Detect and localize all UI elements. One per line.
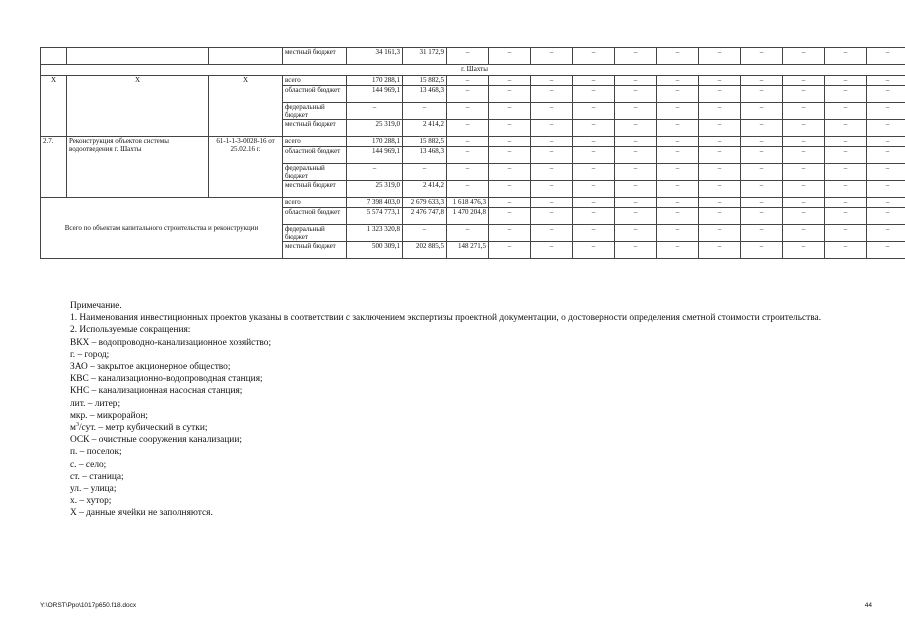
value-cell: – [615, 208, 657, 225]
value-cell: – [741, 181, 783, 198]
value-cell: – [699, 86, 741, 103]
value-cell: – [867, 48, 905, 65]
value-cell: – [699, 208, 741, 225]
value-cell: X [41, 76, 67, 137]
abbr-item: ВКХ – водопроводно-канализационное хозяйство; [70, 337, 272, 348]
value-cell: 170 288,1 [347, 137, 403, 147]
abbr-item: лит. – литер; [70, 398, 121, 409]
value-cell: /сут. – метр кубический в сутки; [78, 423, 208, 434]
value-cell: – [825, 48, 867, 65]
value-cell: м [70, 423, 76, 434]
value-cell: – [783, 137, 825, 147]
value-cell: – [825, 137, 867, 147]
value-cell: – [825, 86, 867, 103]
value-cell: 144 969,1 [347, 147, 403, 164]
value-cell: – [573, 164, 615, 181]
value-cell: 144 969,1 [347, 86, 403, 103]
value-cell: – [867, 120, 905, 137]
value-cell: – [741, 86, 783, 103]
value-cell: местный бюджет [283, 120, 347, 137]
value-cell: – [615, 76, 657, 86]
value-cell: – [531, 208, 573, 225]
value-cell: – [531, 242, 573, 259]
value-cell: 34 161,3 [347, 48, 403, 65]
value-cell: – [741, 103, 783, 120]
value-cell: – [657, 48, 699, 65]
value-cell: – [573, 120, 615, 137]
value-cell: 202 885,5 [403, 242, 447, 259]
value-cell: – [741, 242, 783, 259]
abbr-item: ст. – станица; [70, 471, 124, 482]
table-row [41, 76, 905, 86]
value-cell: – [573, 76, 615, 86]
value-cell: 3 [75, 421, 79, 428]
city-heading: г. Шахты [41, 65, 905, 76]
value-cell: – [447, 147, 489, 164]
value-cell: 148 271,5 [447, 242, 489, 259]
value-cell: – [783, 181, 825, 198]
value-cell: – [657, 86, 699, 103]
value-cell: – [699, 137, 741, 147]
value-cell: – [825, 181, 867, 198]
empty-cell [209, 48, 283, 65]
value-cell: – [699, 103, 741, 120]
value-cell: – [531, 137, 573, 147]
note-item-2: 2. Используемые сокращения: [70, 325, 191, 336]
value-cell: – [699, 225, 741, 242]
value-cell: 13 468,3 [403, 86, 447, 103]
value-cell: 15 882,5 [403, 76, 447, 86]
footer-file-path: Y:\ORST\Ppo\1017p650.f18.docx [40, 602, 137, 609]
value-cell: – [489, 225, 531, 242]
value-cell: 31 172,9 [403, 48, 447, 65]
object-number: 2.7. [41, 137, 67, 198]
abbr-item: ОСК – очистные сооружения канализации; [70, 435, 242, 446]
abbr-item: ул. – улица; [70, 484, 117, 495]
value-cell: 2 476 747,8 [403, 208, 447, 225]
value-cell: 1 470 204,8 [447, 208, 489, 225]
value-cell: – [531, 147, 573, 164]
value-cell: – [783, 48, 825, 65]
value-cell: – [489, 48, 531, 65]
value-cell: – [657, 120, 699, 137]
value-cell: – [867, 242, 905, 259]
value-cell: X [209, 76, 283, 137]
value-cell: 7 398 403,0 [347, 198, 403, 208]
value-cell: – [867, 208, 905, 225]
value-cell: – [489, 76, 531, 86]
value-cell: – [615, 164, 657, 181]
value-cell: – [489, 147, 531, 164]
value-cell: – [447, 86, 489, 103]
value-cell: – [573, 147, 615, 164]
value-cell: – [531, 164, 573, 181]
value-cell: – [531, 120, 573, 137]
value-cell: 500 309,1 [347, 242, 403, 259]
value-cell: – [489, 120, 531, 137]
value-cell: – [615, 120, 657, 137]
table-row [41, 198, 905, 208]
value-cell: – [489, 103, 531, 120]
value-cell: – [825, 198, 867, 208]
value-cell: – [825, 242, 867, 259]
value-cell: – [531, 225, 573, 242]
value-cell: 25 319,0 [347, 120, 403, 137]
value-cell: – [699, 181, 741, 198]
value-cell: – [867, 103, 905, 120]
investment-table [40, 47, 905, 259]
value-cell: – [489, 164, 531, 181]
value-cell: – [825, 103, 867, 120]
value-cell: – [699, 198, 741, 208]
value-cell: всего [283, 198, 347, 208]
value-cell: – [741, 147, 783, 164]
abbr-item: п. – поселок; [70, 447, 122, 458]
value-cell: – [489, 181, 531, 198]
value-cell: – [573, 242, 615, 259]
value-cell: – [573, 225, 615, 242]
value-cell: – [657, 181, 699, 198]
value-cell: – [573, 103, 615, 120]
value-cell: – [867, 137, 905, 147]
value-cell: – [403, 103, 447, 120]
value-cell: – [447, 137, 489, 147]
value-cell: – [573, 208, 615, 225]
value-cell: – [783, 208, 825, 225]
value-cell: – [741, 198, 783, 208]
value-cell: 2 679 633,3 [403, 198, 447, 208]
empty-cell [67, 48, 209, 65]
value-cell: – [657, 242, 699, 259]
value-cell: – [867, 147, 905, 164]
value-cell: – [741, 208, 783, 225]
value-cell: – [657, 137, 699, 147]
value-cell: федеральный бюджет [283, 225, 347, 242]
value-cell: – [699, 242, 741, 259]
value-cell: – [741, 225, 783, 242]
value-cell: – [825, 147, 867, 164]
value-cell: – [867, 225, 905, 242]
value-cell: – [783, 76, 825, 86]
value-cell: областной бюджет [283, 208, 347, 225]
value-cell: 170 288,1 [347, 76, 403, 86]
value-cell: федеральный бюджет [283, 164, 347, 181]
value-cell: – [447, 76, 489, 86]
value-cell: – [573, 48, 615, 65]
value-cell: – [657, 208, 699, 225]
value-cell: 2 414,2 [403, 181, 447, 198]
value-cell: 15 882,5 [403, 137, 447, 147]
value-cell: – [447, 103, 489, 120]
value-cell: – [531, 48, 573, 65]
note-title: Примечание. [70, 301, 122, 311]
value-cell: – [615, 86, 657, 103]
note-item-1: 1. Наименования инвестиционных проектов указаны в соответствии с заключением экспертизы проектной документации, о достоверности определения сметной стоимости строительства. [70, 313, 822, 324]
value-cell: – [615, 181, 657, 198]
value-cell: – [403, 225, 447, 242]
value-cell: – [783, 242, 825, 259]
value-cell: – [699, 48, 741, 65]
table-row [41, 137, 905, 147]
table-row [41, 48, 905, 65]
value-cell: – [867, 76, 905, 86]
abbr-item: х. – хутор; [70, 496, 112, 507]
value-cell: – [489, 208, 531, 225]
value-cell: 25 319,0 [347, 181, 403, 198]
funding-type: местный бюджет [283, 48, 347, 65]
value-cell: – [741, 164, 783, 181]
object-name: Реконструкция объектов системы водоотведения г. Шахты [67, 137, 209, 198]
value-cell: – [347, 103, 403, 120]
value-cell: – [489, 137, 531, 147]
abbr-item: Х – данные ячейки не заполняются. [70, 508, 213, 519]
value-cell: – [489, 86, 531, 103]
value-cell: местный бюджет [283, 242, 347, 259]
abbr-item: КНС – канализационная насосная станция; [70, 386, 243, 397]
value-cell: – [825, 76, 867, 86]
abbr-item: с. – село; [70, 459, 107, 470]
value-cell: – [825, 164, 867, 181]
page-number: 44 [864, 602, 872, 609]
value-cell: местный бюджет [283, 181, 347, 198]
total-label: Всего по объектам капитального строительства и реконструкции [41, 198, 283, 259]
value-cell: – [531, 103, 573, 120]
value-cell: 1 323 320,8 [347, 225, 403, 242]
value-cell: – [573, 86, 615, 103]
value-cell: – [783, 198, 825, 208]
value-cell: – [573, 137, 615, 147]
value-cell: – [615, 225, 657, 242]
value-cell: – [489, 198, 531, 208]
value-cell: – [699, 76, 741, 86]
value-cell: 2 414,2 [403, 120, 447, 137]
abbr-item: г. – город; [70, 349, 110, 360]
value-cell: всего [283, 137, 347, 147]
value-cell: – [783, 225, 825, 242]
table-row [41, 65, 905, 76]
empty-cell [41, 48, 67, 65]
value-cell: – [347, 164, 403, 181]
value-cell: – [489, 242, 531, 259]
value-cell: – [867, 181, 905, 198]
value-cell: – [615, 242, 657, 259]
value-cell: – [699, 147, 741, 164]
abbr-item: мкр. – микрорайон; [70, 410, 148, 421]
value-cell: – [615, 103, 657, 120]
expertise-number: 61-1-1-3-0028-16 от 25.02.16 г. [209, 137, 283, 198]
value-cell: – [741, 137, 783, 147]
value-cell: – [783, 103, 825, 120]
value-cell: – [403, 164, 447, 181]
value-cell: – [657, 76, 699, 86]
value-cell: – [531, 181, 573, 198]
value-cell: – [867, 164, 905, 181]
value-cell: – [657, 103, 699, 120]
note-section [40, 300, 874, 520]
abbr-item-m3 [40, 422, 874, 434]
value-cell: – [825, 120, 867, 137]
value-cell: – [657, 147, 699, 164]
value-cell: 1 618 476,3 [447, 198, 489, 208]
abbr-item: КВС – канализационно-водопроводная станция; [70, 374, 263, 385]
value-cell: – [573, 181, 615, 198]
value-cell: – [531, 198, 573, 208]
value-cell: – [447, 164, 489, 181]
abbr-item: ЗАО – закрытое акционерное общество; [70, 362, 231, 373]
value-cell: – [741, 48, 783, 65]
value-cell: – [447, 225, 489, 242]
value-cell: – [825, 208, 867, 225]
value-cell: федеральный бюджет [283, 103, 347, 120]
value-cell: – [657, 225, 699, 242]
value-cell: – [531, 86, 573, 103]
value-cell: – [615, 147, 657, 164]
value-cell: – [615, 137, 657, 147]
value-cell: – [741, 120, 783, 137]
value-cell: – [783, 147, 825, 164]
value-cell: – [615, 48, 657, 65]
value-cell: 5 574 773,1 [347, 208, 403, 225]
value-cell: – [447, 120, 489, 137]
value-cell: – [615, 198, 657, 208]
value-cell: – [699, 120, 741, 137]
value-cell: областной бюджет [283, 147, 347, 164]
value-cell: – [783, 164, 825, 181]
value-cell: – [531, 76, 573, 86]
value-cell: – [783, 86, 825, 103]
value-cell: – [573, 198, 615, 208]
value-cell: – [447, 48, 489, 65]
value-cell: – [867, 86, 905, 103]
value-cell: – [447, 181, 489, 198]
value-cell: – [825, 225, 867, 242]
value-cell: – [699, 164, 741, 181]
value-cell: – [867, 198, 905, 208]
value-cell: 13 468,3 [403, 147, 447, 164]
value-cell: – [657, 164, 699, 181]
value-cell: X [67, 76, 209, 137]
value-cell: – [657, 198, 699, 208]
value-cell: всего [283, 76, 347, 86]
value-cell: – [783, 120, 825, 137]
value-cell: – [741, 76, 783, 86]
value-cell: областной бюджет [283, 86, 347, 103]
